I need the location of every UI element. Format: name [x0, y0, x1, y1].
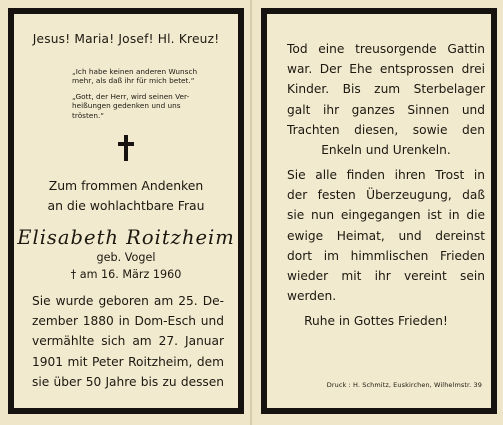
consolation-line: sie nun eingegangen ist in die	[287, 208, 485, 223]
biography-line: sie über 50 Jahre bis zu dessen	[32, 374, 224, 389]
quote-first-line: mehr, als daß ihr für mich betet.“	[72, 76, 195, 86]
consolation-line: werden.	[287, 289, 337, 304]
consolation-paragraph	[287, 165, 485, 306]
biography-line: vermählte sich am 27. Januar	[32, 334, 224, 349]
consolation-line: dort im himmlischen Frieden	[287, 248, 485, 263]
consolation-line: wieder mit ihr vereint sein	[287, 269, 485, 284]
family-line: Kinder. Bis zum Sterbelager	[287, 82, 485, 97]
printer-imprint: Druck : H. Schmitz, Euskirchen, Wilhelmstr. 39	[326, 381, 482, 389]
memorial-line-2: an die wohlachtbare Frau	[47, 198, 205, 213]
biography-line: 1901 mit Peter Roitzheim, dem	[32, 354, 224, 369]
maiden-name: geb. Vogel	[96, 251, 156, 264]
family-line: Trachten diesen, sowie den	[287, 122, 485, 137]
closing-blessing: Ruhe in Gottes Frieden!	[304, 314, 448, 328]
biography-line: zember 1880 in Dom-Esch und	[32, 314, 224, 329]
quote-second-line: „Gott, der Herr, wird seinen Ver-	[72, 92, 190, 101]
memorial-line-1: Zum frommen Andenken	[48, 178, 204, 193]
family-line: Tod eine treusorgende Gattin	[287, 42, 485, 56]
family-line: war. Der Ehe entsprossen drei	[287, 62, 485, 77]
family-line: galt ihr ganzes Sinnen und	[287, 102, 485, 117]
quote-second	[72, 92, 232, 120]
family-paragraph	[287, 39, 485, 160]
quote-second-line: trösten.“	[72, 110, 105, 120]
death-date: † am 16. März 1960	[70, 268, 182, 281]
prayer-heading: Jesus! Maria! Josef! Hl. Kreuz!	[32, 32, 220, 46]
consolation-line: der festen Überzeugung, daß	[287, 188, 485, 203]
biography-line: Sie wurde geboren am 25. De-	[32, 294, 224, 308]
quote-first-line: „Ich habe keinen anderen Wunsch	[72, 67, 198, 76]
consolation-line: ewige Heimat, und dereinst	[287, 228, 485, 243]
deceased-name: Elisabeth Roitzheim	[17, 226, 235, 249]
biography-paragraph	[32, 291, 224, 392]
family-line: Enkeln und Urenkeln.	[321, 143, 451, 158]
quote-second-line: heißungen gedenken und uns	[72, 101, 181, 111]
quote-first	[72, 67, 232, 86]
latin-cross-icon	[118, 135, 134, 161]
consolation-line: Sie alle finden ihren Trost in	[287, 168, 485, 182]
